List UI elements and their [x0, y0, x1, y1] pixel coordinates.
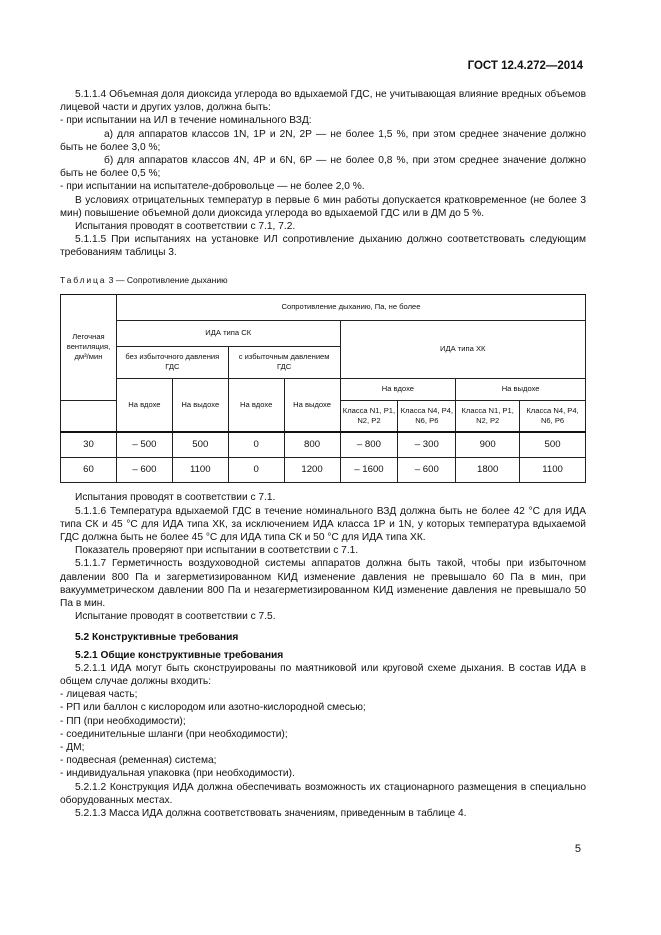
document-header: ГОСТ 12.4.272—2014: [467, 60, 583, 72]
table-cell: – 300: [398, 432, 456, 458]
list-item: - РП или баллон с кислородом или азотно-кислородной смесью;: [60, 702, 366, 714]
header-ck-inhale-2: На вдохе: [228, 378, 284, 432]
table-caption-prefix: Таблица: [60, 274, 107, 285]
page-content: [60, 88, 586, 820]
table-cell: 0: [228, 432, 284, 458]
table-cell: 0: [228, 458, 284, 483]
list-item: - индивидуальная упаковка (при необходимости).: [60, 768, 295, 780]
table-cell: 1800: [456, 458, 520, 483]
paragraph-tests-7-1-7-2: Испытания проводят в соответствии с 7.1, 7.2.: [75, 221, 296, 233]
paragraph-5-1-1-6: 5.1.1.6 Температура вдыхаемой ГДС в течение номинального ВЗД должна быть не более 42 °С для ИДА типа СК и 45 °С для ИДА типа ХК, за исключением ИДА класса 1Р и 1N, у которых температура вдыхаемой ГДС должна быть не более 45 °С для ИДА типа СК и 50 °С для ИДА типа ХК.: [60, 505, 586, 543]
section-5-2-heading: 5.2 Конструктивные требования: [75, 632, 239, 644]
header-resistance: Сопротивление дыханию, Па, не более: [116, 294, 585, 320]
table-cell: 500: [520, 432, 586, 458]
paragraph-tests-7-1: Испытания проводят в соответствии с 7.1.: [75, 492, 276, 504]
header-xk-inhale: На вдохе: [340, 378, 456, 400]
table-row: [61, 432, 586, 458]
table-caption: [60, 274, 586, 287]
list-item-volunteer: - при испытании на испытателе-добровольце — не более 2,0 %.: [60, 181, 365, 193]
header-ventilation-spacer: [61, 400, 117, 432]
paragraph-5-1-1-4: 5.1.1.4 Объемная доля диоксида углерода во вдыхаемой ГДС, не учитывающая влияние вредных объемов лицевой части и других узлов, должна быть:: [60, 89, 586, 114]
paragraph-5-2-1-1: 5.2.1.1 ИДА могут быть сконструированы по маятниковой или круговой схеме дыхания. В состав ИДА в общем случае должны входить:: [60, 662, 586, 687]
table-cell: – 600: [116, 458, 172, 483]
paragraph-tests-7-5: Испытание проводят в соответствии с 7.5.: [75, 611, 276, 623]
header-class-a-exhale: Класса N1, P1, N2, P2: [456, 400, 520, 432]
paragraph-indicator-check: Показатель проверяют при испытании в соответствии с 7.1.: [75, 545, 359, 557]
header-with-excess: с избыточным давлением ГДС: [228, 346, 340, 378]
header-no-excess: без избыточного давления ГДС: [116, 346, 228, 378]
paragraph-5-2-1-2: 5.2.1.2 Конструкция ИДА должна обеспечивать возможность их стационарного размещения в специально оборудованных местах.: [60, 781, 586, 806]
table-caption-text: 3 — Сопротивление дыханию: [106, 274, 228, 285]
list-item: - лицевая часть;: [60, 689, 138, 701]
table-cell: 60: [61, 458, 117, 483]
table-cell: 500: [172, 432, 228, 458]
section-5-2-1-heading: 5.2.1 Общие конструктивные требования: [75, 649, 284, 661]
page-number: 5: [574, 843, 581, 855]
header-ck-exhale-2: На выдохе: [284, 378, 340, 432]
table-cell: 800: [284, 432, 340, 458]
header-ventilation: Легочная вентиляция, дм³/мин: [61, 294, 117, 400]
table-cell: 1100: [172, 458, 228, 483]
header-class-a-inhale: Класса N1, P1, N2, P2: [340, 400, 398, 432]
list-item: - ПП (при необходимости);: [60, 715, 186, 727]
paragraph-negative-temp: В условиях отрицательных температур в первые 6 мин работы допускается кратковременное (не более 3 мин) повышение объемной доли диоксида углерода во вдыхаемой ГДС или в ДМ до 5 %.: [60, 194, 586, 219]
header-ida-xk: ИДА типа ХК: [340, 320, 586, 378]
paragraph-5-2-1-3: 5.2.1.3 Масса ИДА должна соответствовать значениям, приведенным в таблице 4.: [75, 808, 467, 820]
list-item-il: - при испытании на ИЛ в течение номинального ВЗД:: [60, 115, 312, 127]
table-cell: – 800: [340, 432, 398, 458]
header-xk-exhale: На выдохе: [456, 378, 586, 400]
list-item: - ДМ;: [60, 742, 85, 753]
header-class-b-exhale: Класса N4, P4, N6, P6: [520, 400, 586, 432]
table-cell: 1100: [520, 458, 586, 483]
table-cell: – 600: [398, 458, 456, 483]
paragraph-5-1-1-7: 5.1.1.7 Герметичность воздуховодной системы аппаратов должна быть такой, чтобы при избыточном давлении 800 Па и загерметизированном КИД изменение давления не превышало 60 Па в мин, при вакуумметрическом давлении 800 Па и незагерметизированном КИД изменение давления не превышало 50 Па в мин.: [60, 558, 586, 609]
table-cell: 1200: [284, 458, 340, 483]
header-ck-exhale-1: На выдохе: [172, 378, 228, 432]
table-cell: 900: [456, 432, 520, 458]
table-cell: – 1600: [340, 458, 398, 483]
table-cell: – 500: [116, 432, 172, 458]
list-item-b: б) для аппаратов классов 4N, 4Р и 6N, 6Р — не более 0,8 %, при этом среднее значение должно быть не более 0,5 %;: [60, 155, 586, 180]
header-class-b-inhale: Класса N4, P4, N6, P6: [398, 400, 456, 432]
list-item: - подвесная (ременная) система;: [60, 755, 217, 767]
table-row: [61, 458, 586, 483]
table-cell: 30: [61, 432, 117, 458]
paragraph-5-1-1-5: 5.1.1.5 При испытаниях на установке ИЛ сопротивление дыханию должно соответствовать следующим требованиям таблицы 3.: [60, 234, 586, 259]
list-item: - соединительные шланги (при необходимости);: [60, 728, 288, 740]
header-ck-inhale-1: На вдохе: [116, 378, 172, 432]
header-ida-ck: ИДА типа СК: [116, 320, 340, 346]
resistance-table: [60, 294, 586, 484]
list-item-a: а) для аппаратов классов 1N, 1Р и 2N, 2Р — не более 1,5 %, при этом среднее значение должно быть не более 3,0 %;: [60, 128, 586, 153]
